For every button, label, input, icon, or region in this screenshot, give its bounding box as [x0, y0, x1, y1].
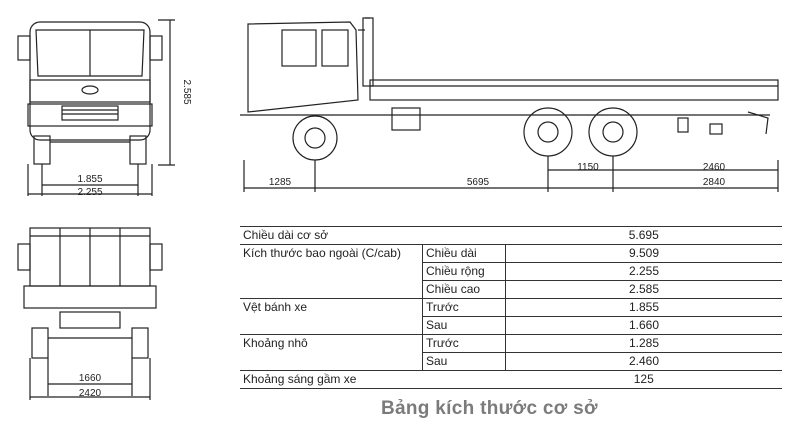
cell-overall-height-value: 2.585: [506, 281, 783, 299]
cell-track-rear-value: 1.660: [506, 317, 783, 335]
cell-track-front-label: Trước: [423, 299, 506, 317]
dimension-table: [240, 226, 782, 389]
cell-overhang-front-value: 1.285: [506, 335, 783, 353]
cell-overhang-rear-label: Sau: [423, 353, 506, 371]
cell-overall-length-value: 9.509: [506, 245, 783, 263]
cell-clearance-value: 125: [506, 371, 783, 389]
cell-overall-width-label: Chiều rộng: [423, 263, 506, 281]
side-view: [240, 18, 778, 160]
dim-front-width: 2.255: [77, 187, 103, 198]
front-view: [18, 22, 162, 164]
cell-overhang-front-label: Trước: [423, 335, 506, 353]
cell-base-length-label: Chiều dài cơ sở: [240, 227, 506, 245]
dim-rear-width: 2420: [78, 388, 102, 399]
table-caption: Bảng kích thước cơ sở: [381, 398, 598, 419]
cell-overall-width-value: 2.255: [506, 263, 783, 281]
cell-track-front-value: 1.855: [506, 299, 783, 317]
cell-overhang-rear-value: 2.460: [506, 353, 783, 371]
dim-front-height: 2.585: [181, 79, 192, 105]
dim-tandem-spacing: 1150: [577, 162, 599, 173]
dim-rear-track: 1660: [78, 373, 102, 384]
cell-overall-label: Kích thước bao ngoài (C/cab): [240, 245, 423, 299]
dim-rear-overhang-total: 2840: [702, 177, 726, 188]
cell-overall-length-label: Chiều dài: [423, 245, 506, 263]
cell-clearance-label: Khoảng sáng gầm xe: [240, 371, 506, 389]
dim-wheelbase: 5695: [466, 177, 490, 188]
cell-track-rear-label: Sau: [423, 317, 506, 335]
cell-base-length-value: 5.695: [506, 227, 783, 245]
cell-overhang-label: Khoảng nhô: [240, 335, 423, 371]
rear-view: [18, 228, 162, 358]
cell-track-label: Vệt bánh xe: [240, 299, 423, 335]
dim-front-overhang: 1285: [268, 177, 292, 188]
dim-rear-overhang-inner: 2460: [702, 162, 726, 173]
cell-overall-height-label: Chiều cao: [423, 281, 506, 299]
dim-front-track: 1.855: [77, 174, 103, 185]
